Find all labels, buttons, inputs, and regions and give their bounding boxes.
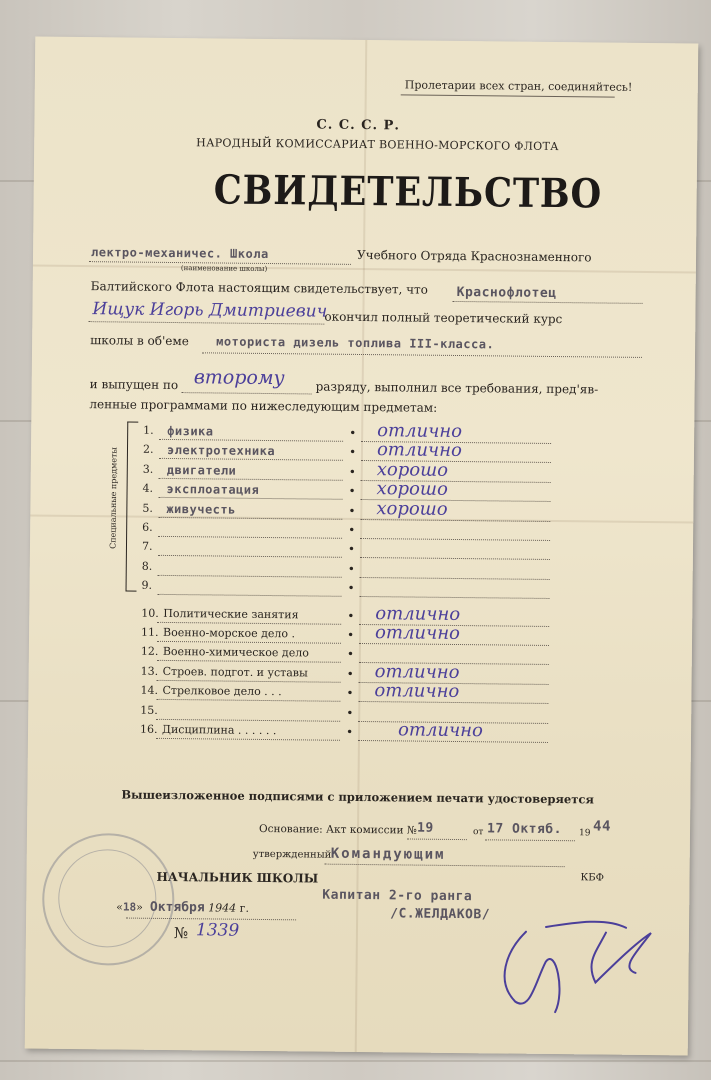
year-suffix: 44 (592, 818, 612, 835)
subject-number: 7. (141, 540, 153, 554)
approved-by-line (325, 864, 565, 868)
programs-text: ленные программами по нижеследующим предметам: (89, 397, 438, 415)
approved-by: Командующим (330, 845, 446, 863)
year-prefix: 19 (578, 828, 591, 839)
subject-grade-line (360, 577, 550, 580)
subject-number: 15. (140, 703, 158, 717)
subject-name: эксплоатация (166, 482, 260, 498)
row-bullet: • (347, 542, 356, 557)
subject-number: 5. (142, 501, 153, 515)
subject-grade-line (359, 596, 549, 599)
subject-name: Политические занятия (163, 606, 299, 621)
subject-grade: отлично (377, 420, 463, 443)
slogan: Пролетарии всех стран, соединяйтесь! (404, 78, 633, 94)
row-bullet: • (345, 724, 354, 739)
subject-number: 11. (141, 625, 159, 639)
subject-grade: отлично (374, 622, 461, 645)
certificate-number: 1339 (195, 920, 240, 941)
approved-label: утвержденный (252, 848, 332, 861)
person-name-line (88, 321, 324, 324)
subject-name: электротехника (166, 443, 276, 459)
subject-number: 2. (142, 443, 154, 457)
row-bullet: • (348, 484, 356, 499)
act-number-line (407, 838, 467, 840)
subject-name-line (158, 555, 342, 558)
subject-grade-line (360, 557, 550, 560)
subject-name-line (159, 458, 343, 461)
head-name: /С.ЖЕЛДАКОВ/ (390, 906, 491, 923)
subject-name-line (156, 699, 340, 702)
subject-name: Дисциплина . . . . . . (162, 722, 277, 738)
subject-name-line (158, 536, 342, 539)
subject-number: 4. (142, 481, 154, 496)
act-date-line (485, 839, 575, 841)
kbf-label: КБФ (580, 872, 604, 884)
subject-number: 3. (142, 462, 154, 476)
subject-name: двигатели (166, 462, 237, 478)
subject-grade: отлично (374, 680, 460, 703)
subject-name-line (158, 497, 342, 500)
row-bullet: • (346, 627, 355, 642)
row-bullet: • (349, 425, 357, 440)
released-text: разряду, выполнил все требования, пред'яв- (315, 379, 599, 397)
row-bullet: • (347, 608, 355, 623)
school-volume-label: школы в об'еме (90, 333, 189, 349)
subject-name: Военно-морское дело . (163, 625, 296, 641)
row-bullet: • (346, 647, 355, 662)
certificate-document (25, 37, 699, 1056)
head-rank: Капитан 2-го ранга (322, 887, 473, 905)
head-title: НАЧАЛЬНИК ШКОЛЫ (156, 869, 319, 886)
row-bullet: • (348, 464, 356, 479)
from-label: от (472, 827, 484, 838)
subject-name-line (157, 594, 341, 597)
subject-grade-line (360, 538, 550, 541)
subject-grade: хорошо (376, 458, 449, 481)
finished-text: окончил полный теоретический курс (324, 309, 563, 327)
row-bullet: • (348, 522, 356, 537)
date-month: Октября (149, 899, 205, 916)
subject-name-line (157, 680, 341, 683)
basis-label: Основание: Акт комиссии № (258, 822, 417, 837)
subject-grade: отлично (376, 439, 462, 462)
row-bullet: • (346, 705, 354, 720)
row-bullet: • (347, 581, 355, 596)
subject-grade-line (358, 740, 548, 743)
subject-name-line (159, 478, 343, 481)
subject-name-line (156, 718, 340, 721)
grade-class-line (182, 392, 312, 394)
subject-name-line (158, 516, 342, 519)
row-bullet: • (346, 666, 354, 681)
special-subjects-label: Специальные предметы (108, 447, 119, 549)
subject-number: 16. (140, 722, 158, 736)
act-date: 17 Октяб. (486, 821, 563, 838)
subject-number: 1. (143, 423, 154, 437)
slogan-underline (401, 94, 615, 97)
line2-text: Балтийского Флота настоящим свидетельствует, что (90, 279, 428, 297)
subject-number: 14. (140, 683, 159, 698)
program-name: моториста дизель топлива III-класса. (216, 334, 495, 352)
rank: Краснофлотец (456, 284, 557, 302)
country-heading: С. С. С. Р. (316, 117, 400, 134)
row-bullet: • (348, 445, 357, 460)
subject-name: Военно-химическое дело (162, 645, 309, 660)
program-line (202, 352, 642, 358)
year-g: г. (239, 901, 250, 915)
person-name: Ищук Игорь Дмитриевич (92, 299, 328, 322)
date-year: 1944 (208, 901, 237, 915)
subject-number: 6. (142, 520, 153, 534)
commissariat-heading: НАРОДНЫЙ КОМИССАРИАТ ВОЕННО-МОРСКОГО ФЛОТА (196, 136, 559, 154)
subject-name-line (156, 738, 340, 741)
rank-line (453, 301, 643, 304)
act-number: 19 (416, 820, 434, 836)
subject-number: 9. (141, 578, 153, 592)
subject-name: Строев. подгот. и уставы (162, 664, 308, 680)
row-bullet: • (346, 686, 354, 701)
unit-text: Учебного Отряда Краснознаменного (356, 247, 592, 265)
number-label: № (173, 924, 189, 943)
subject-name-line (157, 641, 341, 644)
subject-name-line (159, 439, 343, 442)
official-seal-inner-ring (58, 849, 157, 948)
subject-number: 10. (141, 606, 159, 620)
subject-name-line (158, 575, 342, 578)
released-label: и выпущен по (89, 377, 179, 393)
subject-grade: хорошо (376, 478, 448, 501)
subject-name: Стрелковое дело . . . (162, 684, 282, 699)
school-caption: (наименование школы) (180, 264, 268, 273)
subject-number: 8. (141, 559, 153, 573)
subject-name-line (157, 660, 341, 663)
subject-grade: отлично (374, 660, 460, 683)
subject-number: 13. (140, 664, 159, 678)
subject-name-line (157, 621, 341, 624)
subject-grade: хорошо (376, 497, 448, 520)
subject-grade: отлично (397, 719, 484, 742)
document-title: СВИДЕТЕЛЬСТВО (213, 166, 603, 218)
subject-name: физика (167, 423, 214, 439)
signature (485, 901, 666, 1023)
school-name: лектро-механичес. Школа (90, 245, 269, 262)
subject-grade: отлично (375, 602, 461, 625)
subject-name: живучесть (166, 501, 236, 517)
row-bullet: • (348, 503, 356, 518)
certify-text: Вышеизложенное подписями с приложением печати удостоверяется (121, 787, 594, 807)
subject-grade-line (359, 643, 549, 646)
date-line: «18» Октября 1944 г. (116, 899, 250, 916)
subject-number: 12. (140, 645, 159, 659)
date-day: 18 (122, 900, 137, 914)
grade-class: второму (193, 366, 285, 390)
subject-grade-line (360, 519, 550, 522)
subject-grade-line (358, 701, 548, 704)
row-bullet: • (347, 561, 355, 576)
official-seal (42, 833, 175, 966)
